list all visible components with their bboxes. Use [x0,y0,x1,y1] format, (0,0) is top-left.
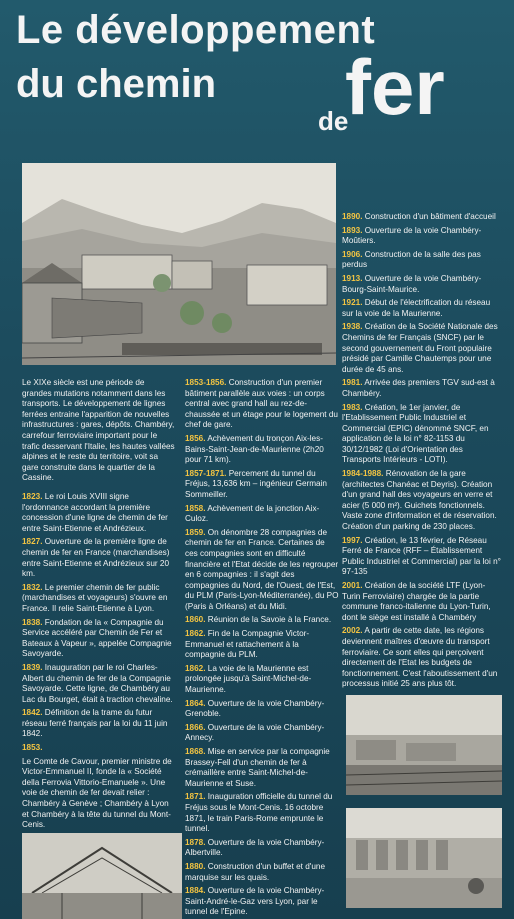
timeline-entry [22,757,176,831]
timeline-year: 1862. [185,629,206,639]
timeline-text: Ouverture de la voie Chambéry-Bourg-Saint-Maurice. [342,273,482,294]
timeline-text: Fondation de la « Compagnie du Service accéléré par Chemin de Fer et Bateaux à Vapeur », appelée Compagnie Savoyarde. [22,617,172,659]
timeline-text: La voie de la Maurienne est prolongée jusqu'à Saint-Michel-de-Maurienne. [185,663,312,695]
timeline-year: 1853-1856. [185,378,227,387]
historic-station-photo-2 [346,808,502,908]
timeline-entry [185,747,339,789]
timeline-entry [185,699,339,720]
timeline-text: On dénombre 28 compagnies de chemin de fer en France. Certaines de ces compagnies sont en difficulté financière et l'Etat décide de les regrouper en 6 compagnies : il s'agit des compagnies du Nord, de l'Ouest, de l'Est, du PLM (Paris-Lyon-Méditerranée), du PO (Paris à Orléans) et du Midi. [185,527,339,611]
timeline-text: Ouverture de la voie Chambéry-Grenoble. [185,698,325,719]
timeline-year: 1893. [342,225,363,235]
timeline-text: Le roi Louis XVIII signe l'ordonnance accordant la première concession d'une ligne de chemin de fer entre Saint-Etienne et Andrézieux. [22,492,168,533]
timeline-text: Fin de la Compagnie Victor-Emmanuel et rattachement à la compagnie du PLM. [185,629,310,660]
timeline-text: Le premier chemin de fer public (marchandises et voyageurs) s'ouvre en France. Il relie Saint-Etienne à Lyon. [22,582,168,613]
timeline-year: 1856. [185,433,206,443]
timeline-text: Mise en service par la compagnie Brassey-Fell d'un chemin de fer à crémaillère entre Saint-Michel-de-Maurienne et Suse. [185,747,330,788]
timeline-entry [185,629,339,661]
timeline-year: 1938. [342,322,363,332]
timeline-year: 1983. [342,402,363,412]
timeline-year: 1859. [185,527,206,537]
timeline-entry [185,378,339,431]
timeline-year: 1984-1988. [342,469,384,479]
timeline-text: Création de la société LTF (Lyon-Turin Ferroviaire) chargée de la partie commune franco-italienne du Lyon-Turin, dont le siège est installé à Chambéry [342,581,491,622]
timeline-year: 1871. [185,792,206,802]
timeline-text: Ouverture de la voie Chambéry-Annecy. [185,722,325,743]
timeline-year: 1981. [342,378,363,388]
timeline-year: 1858. [185,503,206,513]
timeline-entry [22,537,176,579]
timeline-text: Définition de la trame du futur réseau ferré français par la loi du 11 juin 1842. [22,708,168,739]
timeline-text: Achèvement du tronçon Aix-les-Bains-Saint-Jean-de-Maurienne (2h20 pour 71 km). [185,433,324,465]
timeline-text: Ouverture de la première ligne de chemin de fer en France (marchandises) entre Saint-Etienne et Andrézieux sur 20 km. [22,537,170,579]
timeline-column-2 [185,378,339,919]
title-line-4: fer [345,43,445,131]
station-hall-photo [22,833,182,919]
timeline-entry [342,274,502,295]
timeline-text: Construction d'un premier bâtiment parallèle aux voies : un corps central avec grand hall au rez-de-chaussée et un étage pour le logement du chef de gare. [185,378,338,430]
timeline-entry [342,226,502,247]
timeline-year: 1921. [342,298,363,308]
timeline-text: Percement du tunnel du Fréjus, 13,636 km – ingénieur Germain Sommeiller. [185,468,327,499]
timeline-year: 1827. [22,537,43,547]
timeline-entry [342,536,502,578]
timeline-entry [185,838,339,859]
timeline-year: 1880. [185,861,206,871]
timeline-text: Arrivée des premiers TGV sud-est à Chambéry. [342,378,495,398]
timeline-entry [342,250,502,271]
timeline-text: Création de la Société Nationale des Chemins de fer Français (SNCF) par le second gouvernement du Front populaire présidé par Camille Chautemps pour une durée de 45 ans. [342,322,498,374]
timeline-text: Ouverture de la voie Chambéry-Moûtiers. [342,225,482,246]
title-line-2: du chemin [16,62,217,106]
timeline-entry [22,663,176,705]
timeline-text: A partir de cette date, les régions deviennent maîtres d'œuvre du transport ferroviaire. Ce sont elles qui perçoivent directement de l'Etat les budgets de fonctionnement. C'est l'aboutissement d'un processus initié 25 ans plus tôt. [342,626,498,689]
timeline-year: 1860. [185,615,206,625]
timeline-entry [185,469,339,501]
timeline-year: 1868. [185,747,206,756]
timeline-entry [22,708,176,740]
timeline-entry [185,664,339,696]
timeline-text: Réunion de la Savoie à la France. [205,615,332,625]
timeline-year: 1884. [185,886,206,896]
timeline-entry [22,492,176,534]
timeline-year: 1823. [22,492,43,501]
intro-text [22,378,176,487]
timeline-entry [22,743,176,754]
timeline-year: 1839. [22,662,43,672]
timeline-year: 1890. [342,212,363,221]
timeline-year: 1866. [185,722,206,732]
timeline-column-1 [22,492,176,834]
timeline-text: Construction de la salle des pas perdus [342,249,481,270]
timeline-entry [185,528,339,613]
timeline-text: Achèvement de la jonction Aix-Culoz. [185,503,320,524]
timeline-year: 1842. [22,708,43,718]
timeline-entry [342,403,502,467]
timeline-text: Début de l'électrification du réseau sur la voie de la Maurienne. [342,298,491,318]
timeline-year: 1853. [22,743,43,753]
timeline-text: Le Comte de Cavour, premier ministre de Victor-Emmanuel II, fonde la « Société della Ferrovia Vittorio-Emanuele ». Une voie de chemin de fer devait relier : Chambéry à Genève ; Chambéry à Lyon et Chambéry à la tête du tunnel du Mont-Cenis. [22,756,172,830]
intro-paragraph: Le XIXe siècle est une période de grandes mutations notamment dans les transports. Le développement de lignes ferrées entraine l'apparition de nouvelles infrastructures : gares, dépôts. Chambéry, carrefour ferroviaire important pour le trafic desservant l'Italie, les hautes vallées alpines et le reste du territoire, voit sa gare construite dans le quartier de la Cassine. [22,378,175,483]
timeline-text: Ouverture de la voie Chambéry-Albertville. [185,837,325,858]
historic-station-photo-1 [346,695,502,795]
title-line-1: Le développement [16,8,376,52]
timeline-text: Inauguration par le roi Charles-Albert du chemin de fer de la Compagnie Savoyarde. Cette ligne, de Chambéry au Lac du Bourget, était à traction chevaline. [22,662,173,704]
timeline-year: 1878. [185,837,206,847]
timeline-entry [342,212,502,223]
timeline-text: Création, le 1er janvier, de l'Etablissement Public Industriel et Commercial (EPIC) dénommé SNCF, en application de la loi n° 82-1153 du 30/12/1982 (Loi d'Orientation des Transports Intérieurs - LOTI). [342,402,489,465]
timeline-column-3 [342,212,502,693]
title-line-3: de [318,106,349,136]
timeline-entry [185,723,339,744]
timeline-year: 1864. [185,698,206,708]
timeline-text: Création, le 13 février, de Réseau Ferré de France (RFF – Établissement Public Industriel et Commercial) par la loi n° 97-135 [342,535,501,577]
timeline-entry [185,886,339,918]
timeline-text: Rénovation de la gare (architectes Chanéac et Deyris). Création d'un grand hall des voyageurs en verre et acier (5 000 m²). Guichets fonctionnels. Vaste zone d'information et de réservation. Création d'un parking de 230 places. [342,469,497,532]
timeline-year: 1913. [342,273,363,283]
timeline-year: 2002. [342,626,363,636]
timeline-text: Construction d'un bâtiment d'accueil [362,212,496,221]
timeline-entry [185,615,339,626]
timeline-entry [342,469,502,533]
timeline-year: 1838. [22,617,43,627]
timeline-year: 1862. [185,663,206,673]
timeline-year: 1906. [342,249,363,259]
timeline-entry [22,618,176,660]
timeline-year: 2001. [342,581,363,590]
timeline-entry [342,378,502,399]
timeline-entry [342,626,502,690]
timeline-text: Ouverture de la voie Chambéry-Saint-André-le-Gaz vers Lyon, par le tunnel de l'Epine. [185,886,325,917]
timeline-entry [185,434,339,466]
timeline-entry [342,298,502,319]
timeline-entry [22,583,176,615]
timeline-entry [185,792,339,834]
timeline-entry [342,581,502,623]
timeline-year: 1997. [342,535,363,545]
timeline-year: 1832. [22,582,43,592]
engraving-illustration [22,163,336,365]
timeline-year: 1857-1871. [185,468,227,478]
timeline-text: Construction d'un buffet et d'une marquise sur les quais. [185,861,326,882]
timeline-entry [185,504,339,525]
timeline-entry [185,862,339,883]
timeline-entry [342,322,502,375]
timeline-text: Inauguration officielle du tunnel du Fréjus sous le Mont-Cenis. 16 octobre 1871, le train Paris-Rome emprunte le tunnel. [185,792,333,834]
